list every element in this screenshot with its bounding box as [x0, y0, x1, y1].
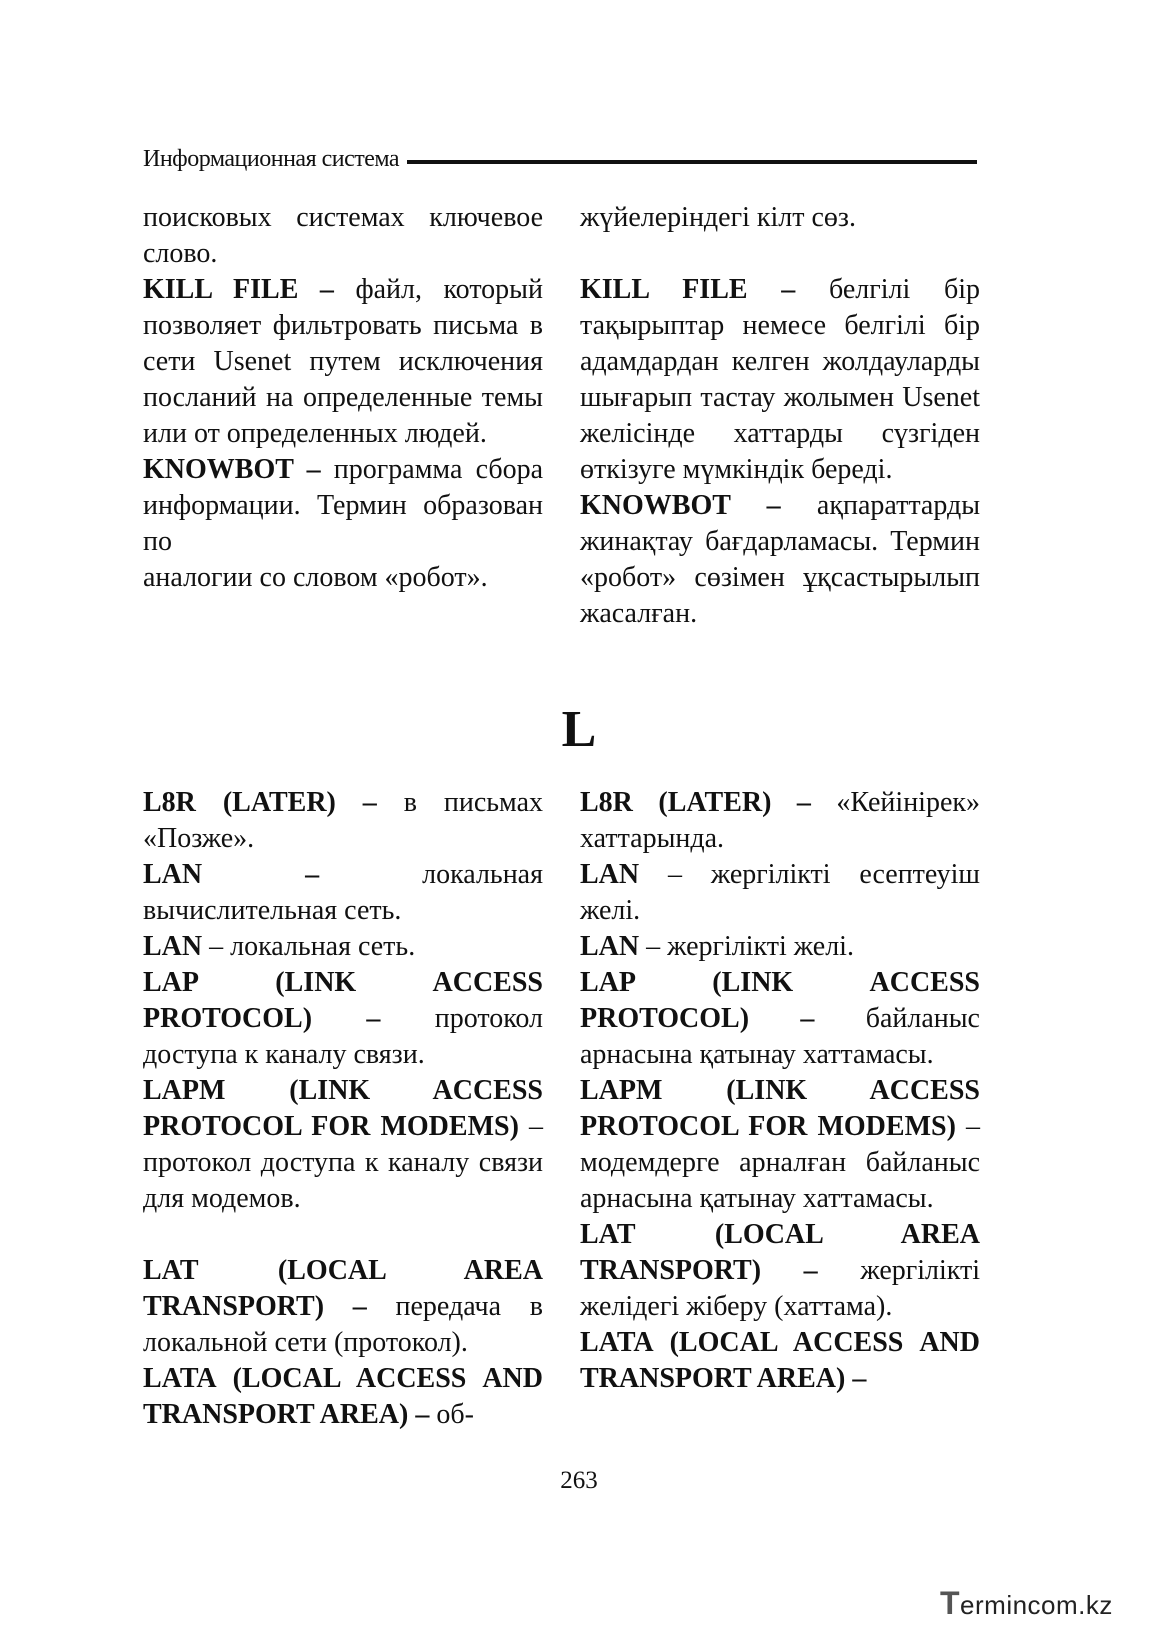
entry-term: LAP (LINK ACCESS PROTOCOL) –	[580, 967, 980, 1034]
entry-knowbot: KNOWBOT – программа сбора информации. Термин образован по	[143, 454, 544, 557]
entry-lan-2: LAN – жергілікті желі.	[580, 931, 854, 962]
entry-lap: LAP (LINK ACCESS PROTOCOL) – байланыс арнасына қатынау хаттамасы.	[580, 967, 980, 1070]
section-letter: L	[561, 701, 597, 758]
entry-term: L8R (LATER) –	[580, 787, 811, 818]
bottom-left-column	[143, 785, 543, 1433]
entry-l8r: L8R (LATER) – «Кейінірек» хаттарында.	[580, 787, 980, 854]
entry-continuation: жүйелеріндегі кілт сөз.	[580, 202, 856, 233]
entry-term: LATA (LOCAL ACCESS AND TRANSPORT AREA) –	[143, 1363, 543, 1430]
entry-kill-file: KILL FILE – файл, который позволяет фильтровать письма в сети Usenet путем исключения посланий на определенные темы или от определенных людей.	[143, 274, 543, 449]
top-left-column	[143, 200, 543, 596]
entry-lan-2: LAN – локальная сеть.	[143, 931, 416, 962]
entry-term: KILL FILE –	[143, 274, 334, 305]
running-title: Информационная система	[143, 146, 400, 172]
page-number: 263	[560, 1467, 598, 1494]
entry-lan: LAN – локальная вычислительная сеть.	[143, 859, 543, 926]
entry-term: LAN	[580, 931, 640, 962]
entry-lapm: LAPM (LINK ACCESS PROTOCOL FOR MODEMS) – модемдерге арналған байланыс арнасына қатынау хаттамасы.	[580, 1075, 980, 1214]
running-header	[143, 146, 977, 173]
entry-lata	[580, 1325, 980, 1397]
entry-lata: LATA (LOCAL ACCESS AND TRANSPORT AREA) – об-	[143, 1363, 543, 1430]
entry-lat: LAT (LOCAL AREA TRANSPORT) – передача в локальной сети (протокол).	[143, 1255, 543, 1358]
bottom-right-column	[580, 785, 980, 1397]
entry-term: KILL FILE –	[580, 274, 796, 305]
entry-term: KNOWBOT –	[580, 490, 781, 521]
entry-term: LATA (LOCAL ACCESS AND TRANSPORT AREA) –	[580, 1327, 980, 1394]
watermark-initial: T	[940, 1585, 961, 1621]
entry-term: LAP (LINK ACCESS PROTOCOL) –	[143, 967, 543, 1034]
entry-lat: LAT (LOCAL AREA TRANSPORT) – жергілікті желідегі жіберу (хаттама).	[580, 1219, 981, 1322]
top-right-column	[580, 200, 980, 632]
entry-lan: LAN – жергілікті есептеуіш желі.	[580, 859, 980, 926]
entry-term: LAT (LOCAL AREA TRANSPORT) –	[143, 1255, 543, 1322]
entry-term: LAN	[580, 859, 640, 890]
entry-term: KNOWBOT –	[143, 454, 321, 485]
entry-knowbot: KNOWBOT – ақпараттарды жинақтау бағдарламасы. Термин «робот» сөзімен ұқсастырылып жасалған.	[580, 490, 981, 629]
entry-term: LAN –	[143, 859, 320, 890]
entry-l8r: L8R (LATER) – в письмах «Позже».	[143, 787, 543, 854]
entry-lap: LAP (LINK ACCESS PROTOCOL) – протокол доступа к каналу связи.	[143, 967, 543, 1070]
entry-knowbot-cont: аналогии со словом «робот».	[143, 562, 488, 593]
entry-term: LAPM (LINK ACCESS PROTOCOL FOR MODEMS)	[143, 1075, 543, 1142]
entry-term: L8R (LATER) –	[143, 787, 377, 818]
watermark-text: ermincom.kz	[960, 1590, 1113, 1620]
entry-term: LAPM (LINK ACCESS PROTOCOL FOR MODEMS)	[580, 1075, 980, 1142]
entry-term: LAN	[143, 931, 203, 962]
entry-lapm: LAPM (LINK ACCESS PROTOCOL FOR MODEMS) – протокол доступа к каналу связи для модемов.	[143, 1075, 543, 1214]
entry-continuation: поисковых системах ключевое слово.	[143, 202, 543, 269]
watermark-logo	[940, 1585, 1145, 1625]
entry-kill-file: KILL FILE – белгілі бір тақырыптар немесе белгілі бір адамдардан келген жолдауларды шығарып тастау жолымен Usenet желісінде хаттарды сүзгіден өткізуге мүмкіндік береді.	[580, 274, 980, 485]
entry-term: LAT (LOCAL AREA TRANSPORT) –	[580, 1219, 980, 1286]
header-rule	[407, 160, 977, 164]
